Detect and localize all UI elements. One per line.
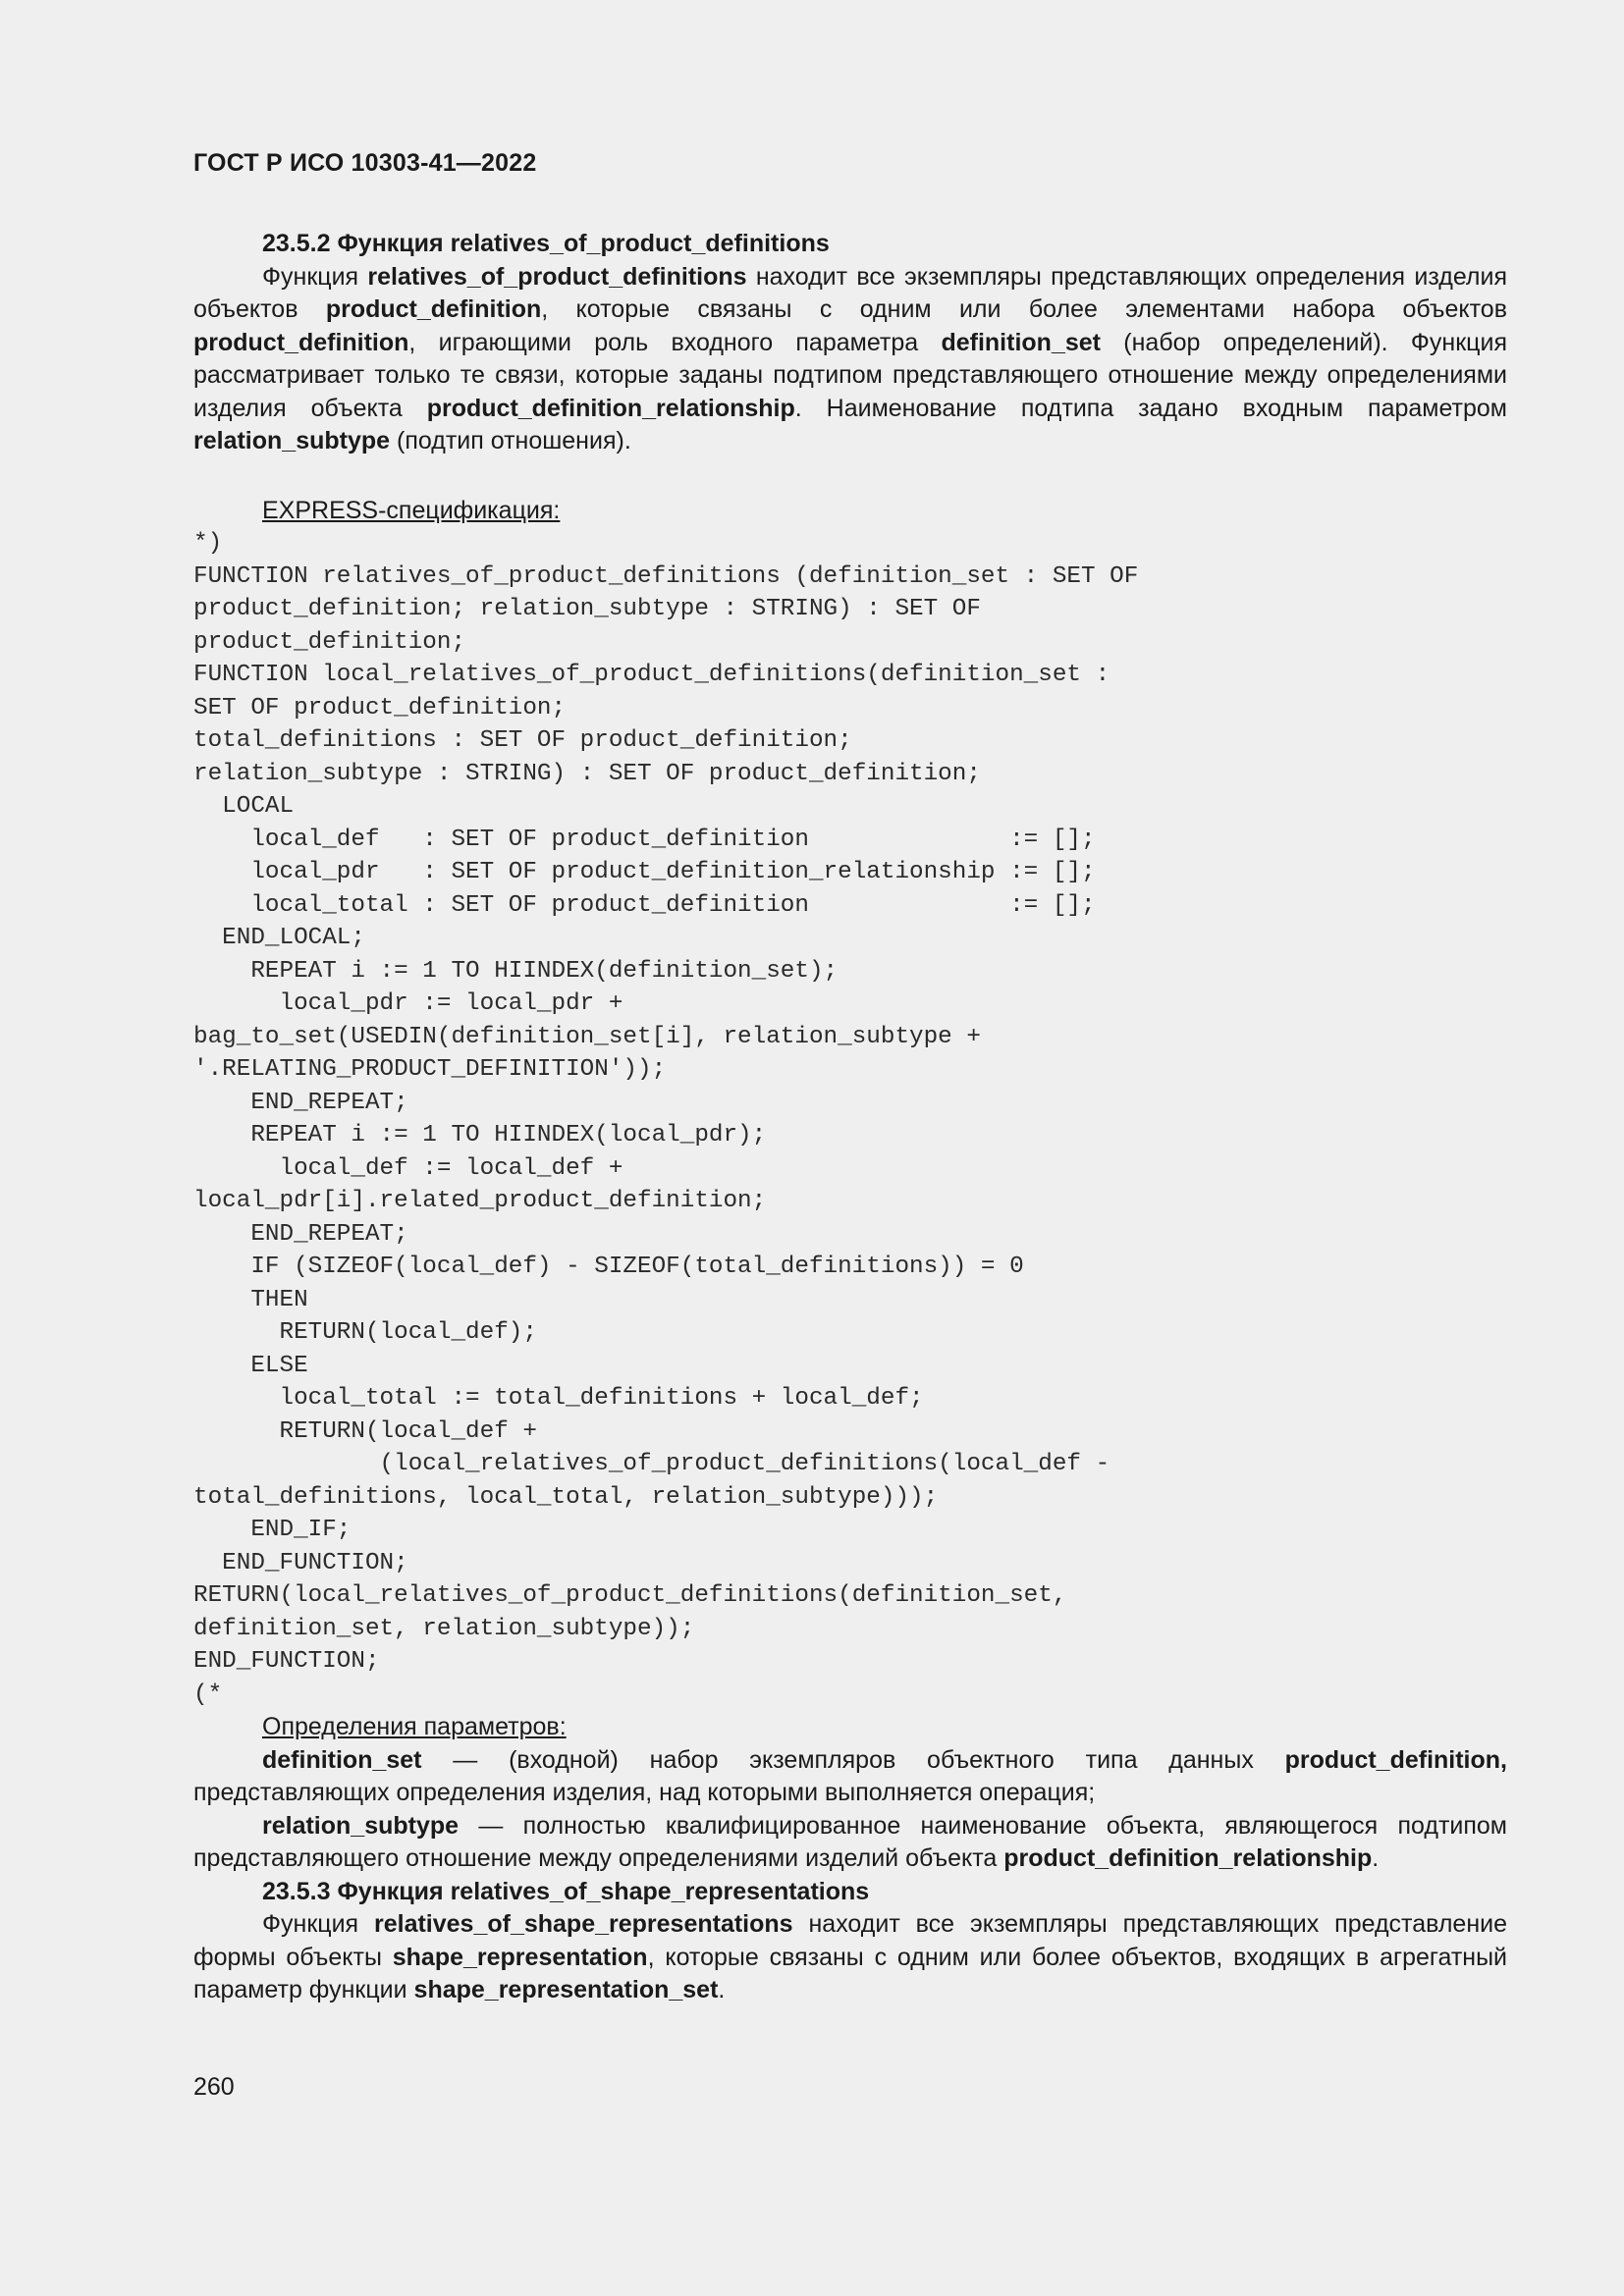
text-run: находит все экземпляры представляющих определения изделия объектов <box>193 262 1507 323</box>
text-run: находит все экземпляры представляющих представление формы объекты <box>193 1910 1507 1971</box>
express-code-block: *) FUNCTION relatives_of_product_definitions (definition_set : SET OF product_definition; relation_subtype : STRING) : SET OF product_definition; FUNCTION local_relatives_of_product_definitions(definition_set : SET OF product_definition; total_definitions : SET OF product_definition; relation_subtype : STRING) : SET OF product_definition; LOCAL local_def : SET OF product_definition := []; local_pdr : SET OF product_definition_relationship := []; local_total : SET OF product_definition := []; END_LOCAL; REPEAT i := 1 TO HIINDEX(definition_set); local_pdr := local_pdr + bag_to_set(USEDIN(definition_set[i], relation_subtype + '.RELATING_PRODUCT_DEFINITION')); END_REPEAT; REPEAT i := 1 TO HIINDEX(local_pdr); local_def := local_def + local_pdr[i].related_product_definition; END_REPEAT; IF (SIZEOF(local_def) - SIZEOF(total_definitions)) = 0 THEN RETURN(local_def); ELSE local_total := total_definitions + local_def; RETURN(local_def + (local_relatives_of_product_definitions(local_def - total_definitions, local_total, relation_subtype))); END_IF; END_FUNCTION; RETURN(local_relatives_of_product_definitions(definition_set, definition_set, relation_subtype)); END_FUNCTION; (* <box>193 530 1139 1708</box>
text-run: представляющих определения изделия, над которыми выполняется операция; <box>193 1779 1096 1806</box>
bold-term: definition_set <box>941 328 1101 356</box>
bold-term: product_definition <box>325 295 542 323</box>
bold-term: relation_subtype <box>193 427 391 454</box>
params-label: Определения параметров: <box>262 1713 567 1740</box>
text-run: — полностью квалифицированное наименование объекта, являющегося подтипом представляющего отношение между определениями изделий объекта <box>193 1811 1507 1872</box>
bold-term: product_definition, <box>1284 1745 1507 1774</box>
bold-term: relation_subtype <box>262 1811 460 1840</box>
bold-term: shape_representation_set <box>413 1976 719 2003</box>
text-run: . <box>1372 1844 1380 1872</box>
text-run: , которые связаны с одним или более элементами набора объектов <box>541 295 1507 323</box>
bold-term: product_definition_relationship <box>426 394 795 422</box>
page-number: 260 <box>193 2073 235 2101</box>
bold-term: relatives_of_shape_representations <box>373 1910 793 1938</box>
section-23-5-2-paragraph <box>193 261 1507 458</box>
bold-term: relatives_of_product_definitions <box>367 262 747 291</box>
express-spec-label: EXPRESS-спецификация: <box>262 496 561 524</box>
section-23-5-3-paragraph <box>193 1908 1507 2007</box>
text-run: . <box>718 1976 726 2003</box>
text-run: . Наименование подтипа задано входным параметром <box>794 394 1507 422</box>
text-run: Функция <box>262 262 368 291</box>
text-run: Функция <box>262 1910 374 1938</box>
standard-header: ГОСТ Р ИСО 10303-41—2022 <box>193 149 537 177</box>
text-run: (набор определений). Функция рассматривает только те связи, которые заданы подтипом представляющего отношение между определениями изделия объекта <box>193 328 1507 422</box>
text-run: , играющими роль входного параметра <box>408 328 942 356</box>
text-run: — (входной) набор экземпляров объектного типа данных <box>421 1745 1285 1774</box>
bold-term: definition_set <box>262 1745 422 1774</box>
bold-term: shape_representation <box>392 1943 648 1971</box>
page-content <box>193 228 1507 2007</box>
param-relation-subtype <box>193 1810 1507 1876</box>
bold-term: product_definition <box>193 328 409 356</box>
section-heading-23-5-2: 23.5.2 Функция relatives_of_product_definitions <box>262 230 830 257</box>
section-heading-23-5-3: 23.5.3 Функция relatives_of_shape_representations <box>262 1877 870 1905</box>
text-run: , которые связаны с одним или более объектов, входящих в агрегатный параметр функции <box>193 1943 1508 2003</box>
param-definition-set <box>193 1744 1507 1810</box>
bold-term: product_definition_relationship <box>1003 1844 1373 1872</box>
text-run: (подтип отношения). <box>390 427 631 454</box>
